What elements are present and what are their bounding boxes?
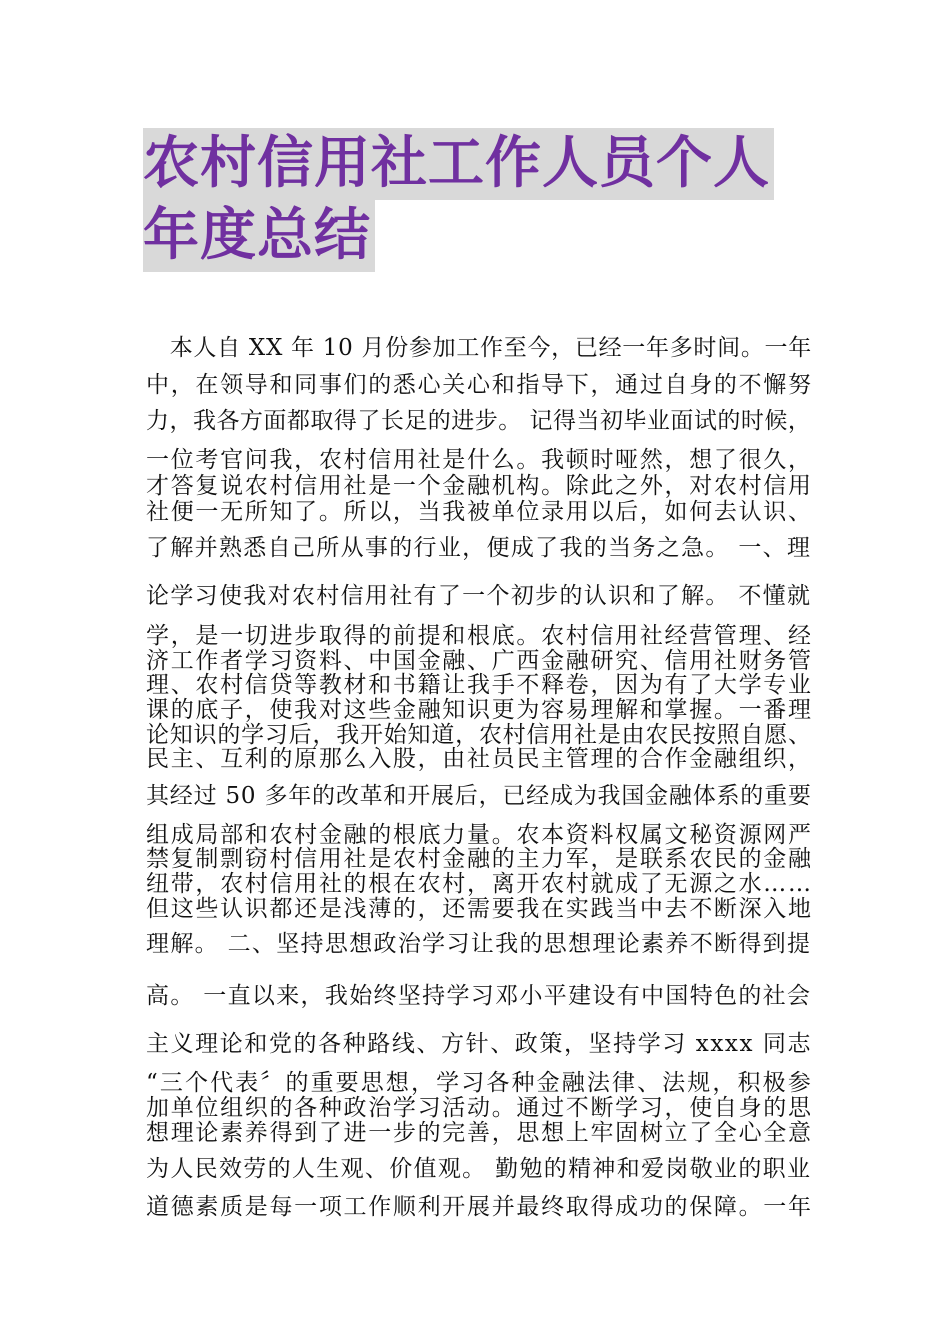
body-line: 论学习使我对农村信用社有了一个初步的认识和了解。 不懂就 [146, 583, 812, 609]
body-line: 道德素质是每一项工作顺利开展并最终取得成功的保障。一年 [146, 1194, 813, 1220]
document-title [143, 128, 813, 272]
body-line: 民主、互利的原那么入股，由社员民主管理的合作金融组织， [146, 746, 813, 772]
body-line: 力，我各方面都取得了长足的进步。 记得当初毕业面试的时候， [146, 408, 812, 434]
body-line: 但这些认识都还是浅薄的，还需要我在实践当中去不断深入地 [146, 896, 813, 922]
body-line: 济工作者学习资料、中国金融、广西金融研究、信用社财务管 [146, 648, 813, 674]
body-line: 禁复制剽窃村信用社是农村金融的主力军，是联系农民的金融 [146, 846, 813, 872]
body-line: 纽带，农村信用社的根在农村，离开农村就成了无源之水…… [146, 871, 813, 897]
body-line: 中，在领导和同事们的悉心关心和指导下，通过自身的不懈努 [146, 372, 813, 398]
body-line: 一位考官问我，农村信用社是什么。我顿时哑然，想了很久， [146, 447, 813, 473]
body-line: 本人自 XX 年 10 月份参加工作至今，已经一年多时间。一年 [146, 335, 812, 361]
body-line: 论知识的学习后，我开始知道，农村信用社是由农民按照自愿、 [146, 722, 812, 748]
body-line: 理解。 二、坚持思想政治学习让我的思想理论素养不断得到提 [146, 931, 812, 957]
body-line: 高。 一直以来，我始终坚持学习邓小平建设有中国特色的社会 [146, 983, 812, 1009]
body-line: 理、农村信贷等教材和书籍让我手不释卷，因为有了大学专业 [146, 672, 813, 698]
body-line: 课的底子，使我对这些金融知识更为容易理解和掌握。一番理 [146, 697, 813, 723]
body-line: 了解并熟悉自己所从事的行业，便成了我的当务之急。 一、理 [146, 535, 812, 561]
body-line: 主义理论和党的各种路线、方针、政策，坚持学习 xxxx 同志 [146, 1031, 813, 1057]
body-line: 社便一无所知了。所以，当我被单位录用以后，如何去认识、 [146, 499, 813, 525]
body-line: 想理论素养得到了进一步的完善，思想上牢固树立了全心全意 [146, 1120, 813, 1146]
body-line: 加单位组织的各种政治学习活动。通过不断学习，使自身的思 [146, 1095, 813, 1121]
body-line: 组成局部和农村金融的根底力量。农本资料权属文秘资源网严 [146, 822, 813, 848]
body-line: 才答复说农村信用社是一个金融机构。除此之外，对农村信用 [146, 473, 813, 499]
body-line: “三个代表〞的重要思想，学习各种金融法律、法规，积极参 [146, 1070, 813, 1096]
title-line-2: 年度总结 [143, 200, 375, 272]
title-line-1: 农村信用社工作人员个人 [143, 128, 774, 200]
body-line: 为人民效劳的人生观、价值观。 勤勉的精神和爱岗敬业的职业 [146, 1156, 812, 1182]
body-line: 其经过 50 多年的改革和开展后，已经成为我国金融体系的重要 [146, 783, 812, 809]
body-line: 学，是一切进步取得的前提和根底。农村信用社经营管理、经 [146, 623, 813, 649]
